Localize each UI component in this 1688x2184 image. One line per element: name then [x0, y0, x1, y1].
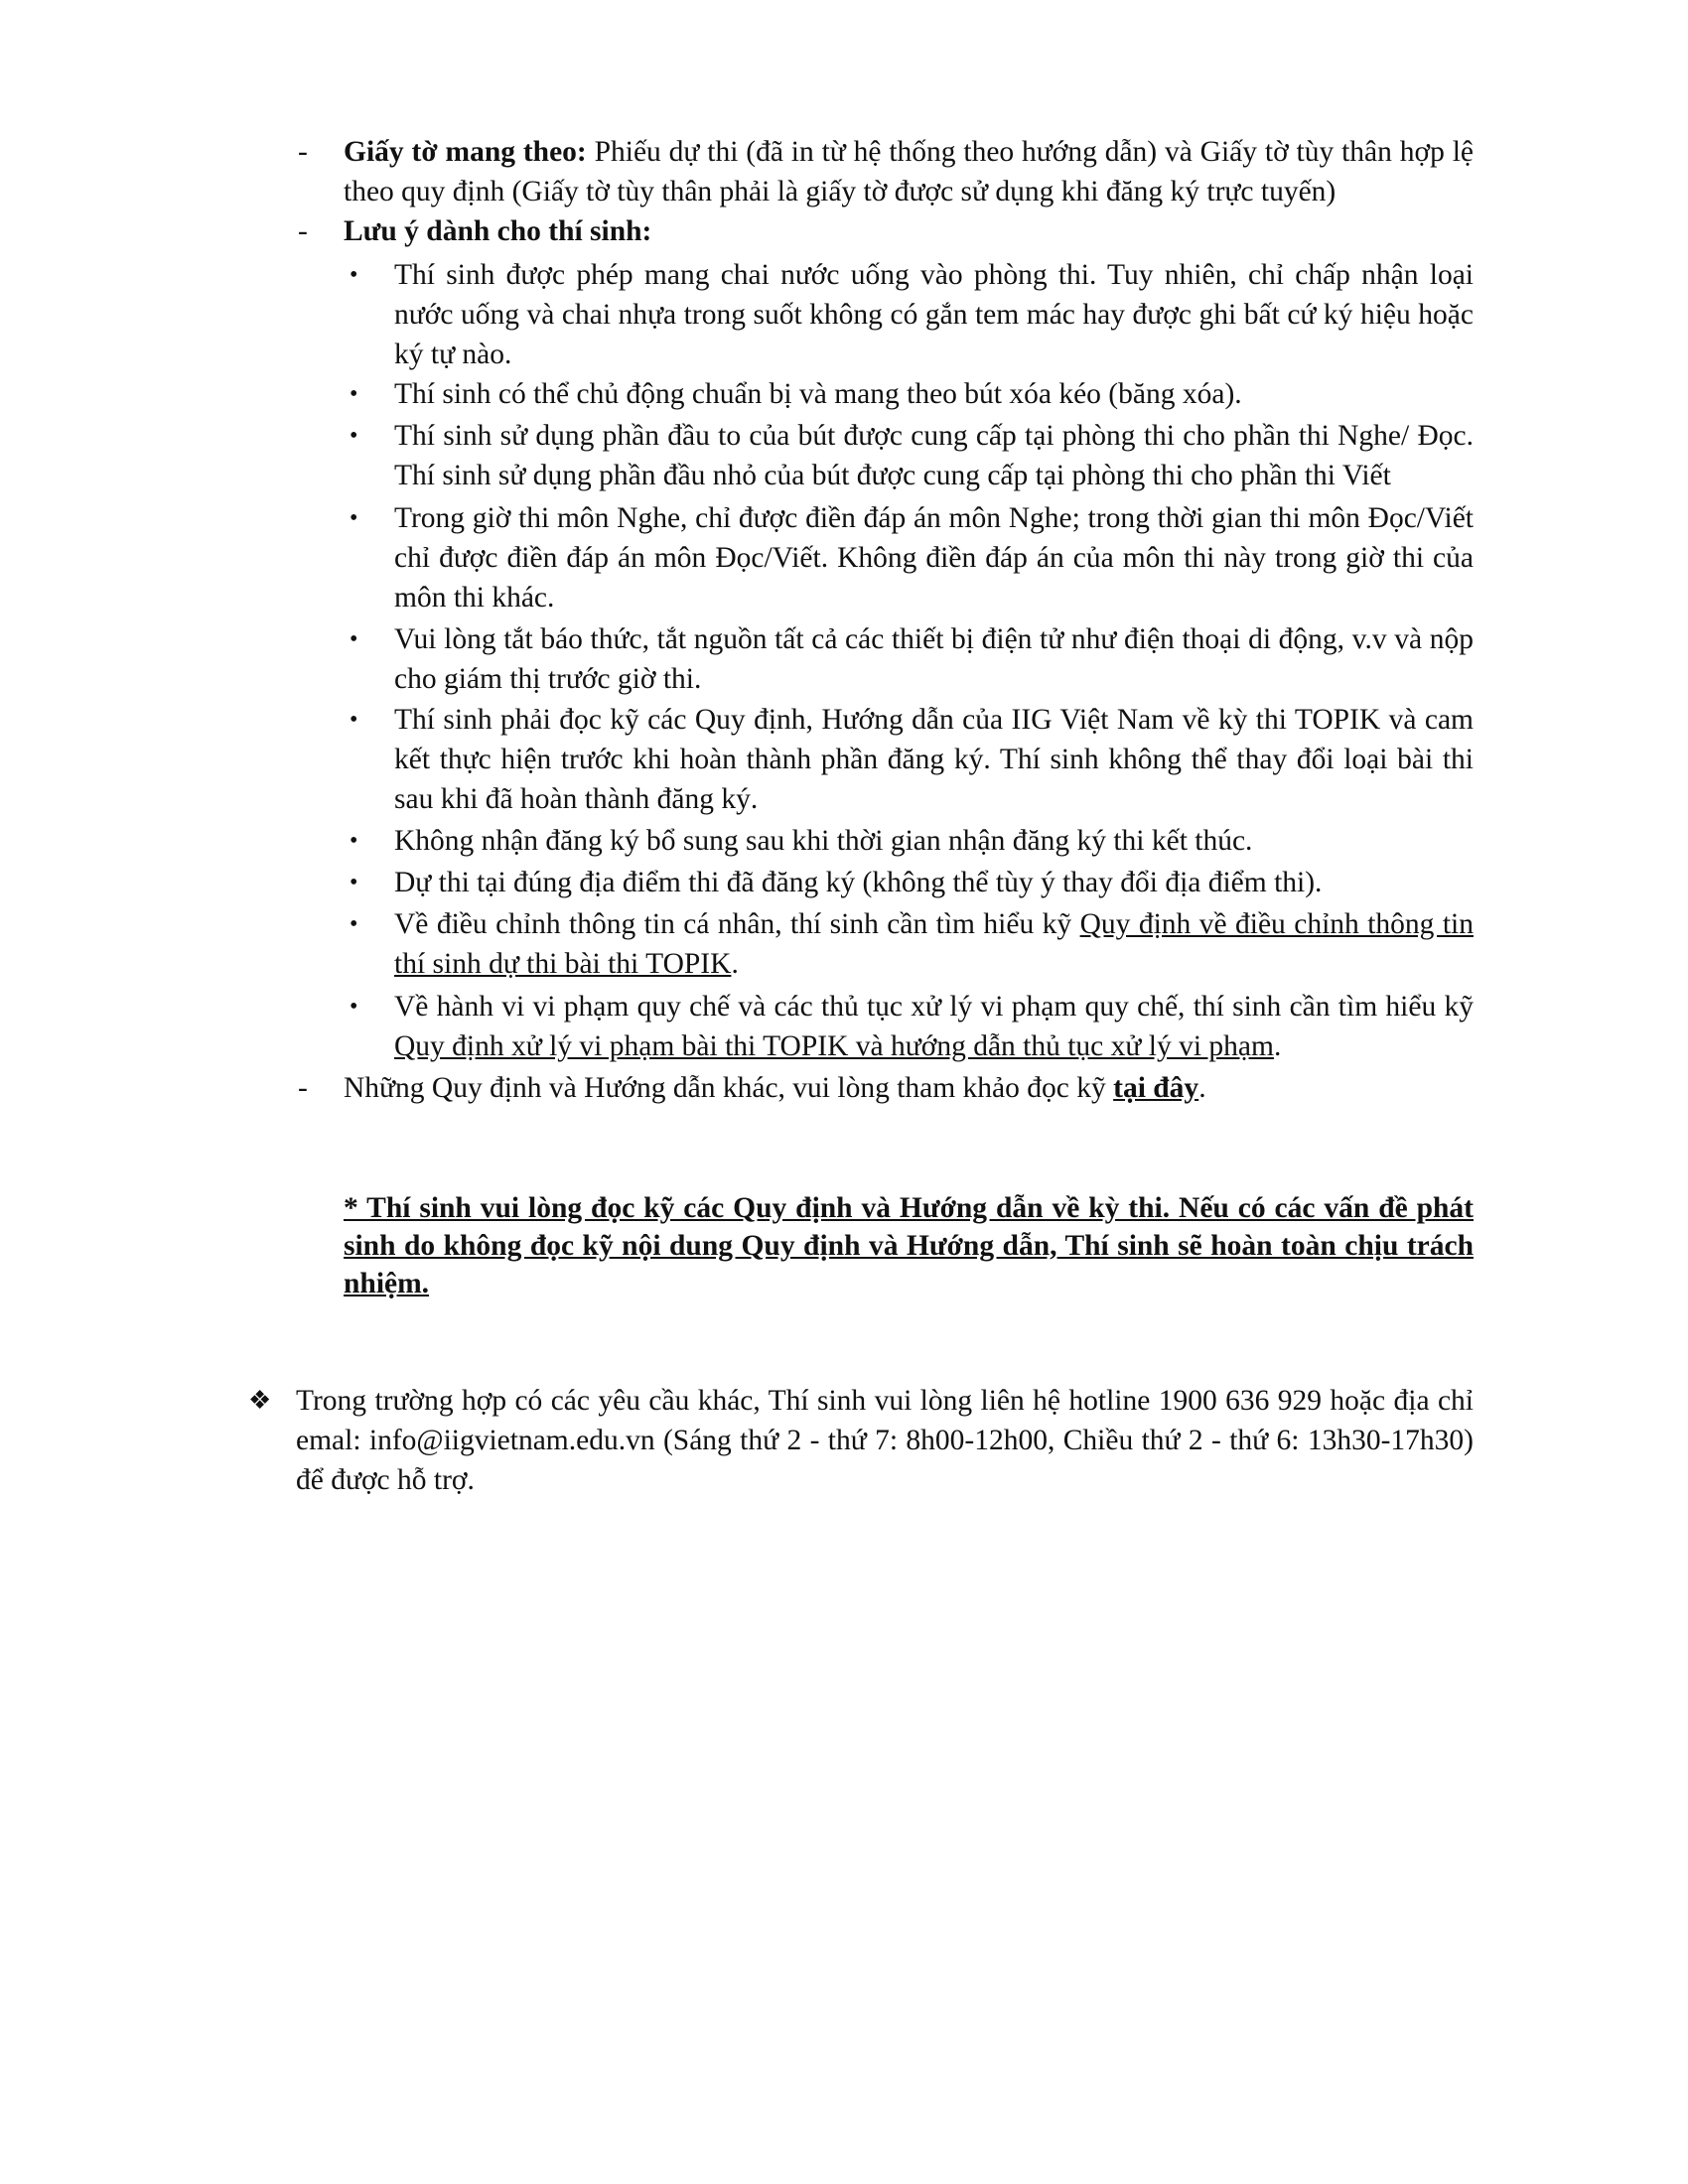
- personal-info-text: Về điều chỉnh thông tin cá nhân, thí sinh cần tìm hiểu kỹ: [394, 908, 1080, 940]
- bullet-marker: •: [350, 626, 358, 652]
- diamond-bullet-icon: ❖: [248, 1386, 272, 1415]
- dash-marker: -: [298, 1072, 308, 1104]
- documents-to-bring: [344, 132, 1474, 211]
- note-pen-usage: Thí sinh sử dụng phần đầu to của bút được cung cấp tại phòng thi cho phần thi Nghe/ Đọc. Thí sinh sử dụng phần đầu nhỏ của bút được cung cấp tại phòng thi cho phần thi Viết: [394, 420, 1474, 491]
- other-rules-link[interactable]: tại đây: [1113, 1072, 1199, 1104]
- bullet-marker: •: [350, 423, 358, 449]
- note-read-regulations: Thí sinh phải đọc kỹ các Quy định, Hướng dẫn của IIG Việt Nam về kỳ thi TOPIK và cam kết thực hiện trước khi hoàn thành phần đăng ký. Thí sinh không thể thay đổi loại bài thi sau khi đã hoàn thành đăng ký.: [394, 704, 1474, 815]
- note-electronic-devices: Vui lòng tắt báo thức, tắt nguồn tất cả các thiết bị điện tử như điện thoại di động, v.v và nộp cho giám thị trước giờ thi.: [394, 623, 1474, 695]
- documents-text: Phiếu dự thi (đã in từ hệ thống theo hướng dẫn) và Giấy tờ tùy thân hợp lệ theo quy định (Giấy tờ tùy thân phải là giấy tờ được sử dụng khi đăng ký trực tuyến): [344, 136, 1474, 207]
- violations-regulation-link[interactable]: Quy định xử lý vi phạm bài thi TOPIK và hướng dẫn thủ tục xử lý vi phạm: [394, 1030, 1274, 1062]
- bullet-marker: •: [350, 870, 358, 895]
- note-exam-location: Dự thi tại đúng địa điểm thi đã đăng ký (không thể tùy ý thay đổi địa điểm thi).: [394, 867, 1323, 898]
- dash-marker: -: [298, 136, 308, 168]
- bullet-marker: •: [350, 828, 358, 854]
- bullet-marker: •: [350, 505, 358, 531]
- violations-text: Về hành vi vi phạm quy chế và các thủ tục xử lý vi phạm quy chế, thí sinh cần tìm hiểu kỹ: [394, 991, 1474, 1023]
- notes-label: Lưu ý dành cho thí sinh:: [344, 215, 652, 247]
- bullet-marker: •: [350, 381, 358, 407]
- personal-info-suffix: .: [731, 948, 739, 980]
- personal-info-regulation-link[interactable]: Quy định về điều chỉnh thông tin thí sinh dự thi bài thi TOPIK: [394, 908, 1474, 980]
- bullet-marker: •: [350, 262, 358, 288]
- other-rules-text: Những Quy định và Hướng dẫn khác, vui lòng tham khảo đọc kỹ: [344, 1072, 1114, 1104]
- bullet-marker: •: [350, 911, 358, 937]
- bullet-marker: •: [350, 994, 358, 1020]
- other-rules: [344, 1068, 1474, 1108]
- note-violations: [394, 987, 1474, 1066]
- documents-label: Giấy tờ mang theo:: [344, 136, 587, 168]
- notes-header: [344, 211, 1474, 251]
- contact-info: Trong trường hợp có các yêu cầu khác, Thí sinh vui lòng liên hệ hotline 1900 636 929 hoặc địa chỉ emal: info@iigvietnam.edu.vn (Sáng thứ 2 - thứ 7: 8h00-12h00, Chiều thứ 2 - thứ 6: 13h30-17h30) để được hỗ trợ.: [296, 1385, 1474, 1496]
- dash-marker: -: [298, 215, 308, 247]
- violations-suffix: .: [1273, 1030, 1282, 1062]
- note-correction-tape: Thí sinh có thể chủ động chuẩn bị và mang theo bút xóa kéo (băng xóa).: [394, 378, 1242, 410]
- note-no-late-registration: Không nhận đăng ký bổ sung sau khi thời gian nhận đăng ký thi kết thúc.: [394, 825, 1253, 857]
- bullet-marker: •: [350, 707, 358, 733]
- note-water-bottle: Thí sinh được phép mang chai nước uống vào phòng thi. Tuy nhiên, chỉ chấp nhận loại nước uống và chai nhựa trong suốt không có gắn tem mác hay được ghi bất cứ ký hiệu hoặc ký tự nào.: [394, 259, 1474, 370]
- note-personal-info: [394, 904, 1474, 984]
- responsibility-notice: * Thí sinh vui lòng đọc kỹ các Quy định và Hướng dẫn về kỳ thi. Nếu có các vấn đề phát sinh do không đọc kỹ nội dung Quy định và Hướng dẫn, Thí sinh sẽ hoàn toàn chịu trách nhiệm.: [344, 1192, 1474, 1299]
- other-rules-suffix: .: [1198, 1072, 1206, 1104]
- note-answer-sections: Trong giờ thi môn Nghe, chỉ được điền đáp án môn Nghe; trong thời gian thi môn Đọc/Viết chỉ được điền đáp án môn Đọc/Viết. Không điền đáp án của môn thi này trong giờ thi của môn thi khác.: [394, 502, 1474, 614]
